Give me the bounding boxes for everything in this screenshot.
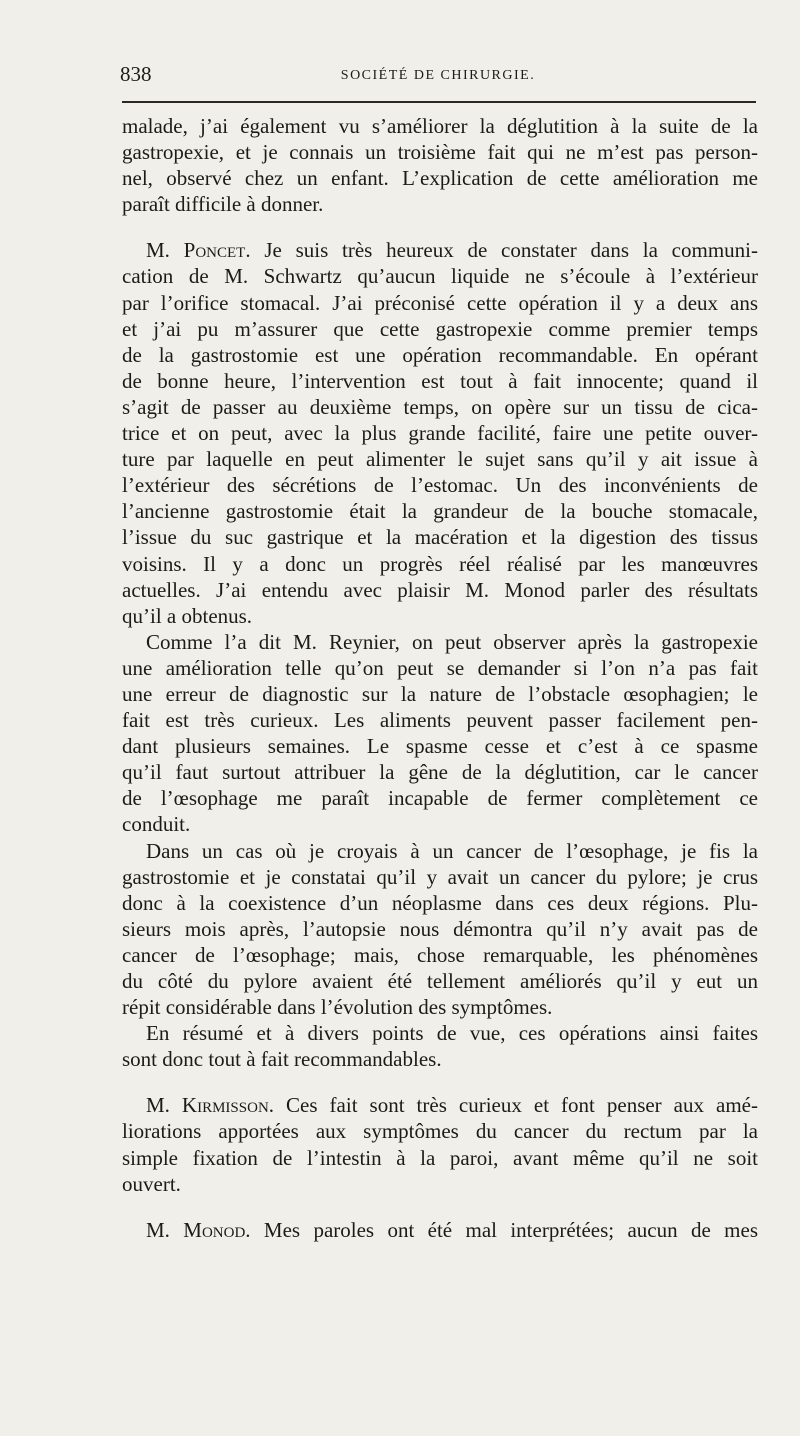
- text-fragment: Mes paroles ont été mal interprétées; aucun de mes: [263, 1217, 758, 1242]
- text-line: du côté du pylore avaient été tellement améliorés qu’il y eut un: [122, 969, 758, 993]
- paragraph-5: [122, 1020, 758, 1072]
- text-line: En résumé et à divers points de vue, ces opérations ainsi faites: [146, 1021, 758, 1046]
- page-header: [120, 62, 756, 92]
- text-line: [122, 237, 758, 263]
- text-line: l’extérieur des sécrétions de l’estomac. Un des inconvénients de: [122, 473, 758, 498]
- page-number: 838: [120, 62, 152, 86]
- text-fragment: Je suis très heureux de constater dans la communi-: [264, 238, 758, 263]
- running-title: SOCIÉTÉ DE CHIRURGIE.: [340, 68, 536, 83]
- text-line: sont donc tout à fait recommandables.: [122, 1047, 442, 1072]
- text-line: répit considérable dans l’évolution des symptômes.: [122, 995, 553, 1020]
- text-fragment: Ces fait sont très curieux et font penser aux amé-: [286, 1093, 758, 1118]
- text-line: qu’il a obtenus.: [122, 603, 253, 628]
- speaker-name: M. Poncet.: [146, 238, 251, 263]
- text-line: qu’il faut surtout attribuer la gêne de la déglutition, car le cancer: [122, 760, 758, 785]
- paragraph-3: [122, 629, 758, 838]
- text-line: actuelles. J’ai entendu avec plaisir M. Monod parler des résultats: [122, 577, 758, 602]
- text-line: [122, 1217, 758, 1243]
- text-line: par l’orifice stomacal. J’ai préconisé cette opération il y a deux ans: [122, 290, 758, 315]
- text-line: ouvert.: [122, 1171, 181, 1196]
- text-line: de la gastrostomie est une opération recommandable. En opérant: [122, 342, 758, 367]
- text-line: de l’œsophage me paraît incapable de fermer complètement ce: [122, 786, 758, 811]
- text-line: une amélioration telle qu’on peut se demander si l’on n’a pas fait: [122, 655, 758, 680]
- text-line: cancer de l’œsophage; mais, chose remarquable, les phénomènes: [122, 942, 758, 967]
- text-line: conduit.: [122, 812, 191, 837]
- header-rule: [122, 101, 756, 103]
- text-line: [122, 1092, 758, 1118]
- text-line: l’issue du suc gastrique et la macération et la digestion des tissus: [122, 525, 758, 550]
- body-text: [122, 113, 758, 1243]
- text-line: sieurs mois après, l’autopsie nous démontra qu’il n’y avait pas de: [122, 916, 758, 941]
- text-line: de bonne heure, l’intervention est tout à fait innocente; quand il: [122, 368, 758, 393]
- text-line: s’agit de passer au deuxième temps, on opère sur un tissu de cica-: [122, 394, 758, 419]
- text-line: liorations apportées aux symptômes du cancer du rectum par la: [122, 1119, 758, 1144]
- paragraph-monod: [122, 1217, 758, 1243]
- text-line: gastropexie, et je connais un troisième fait qui ne m’est pas person-: [122, 140, 758, 165]
- paragraph-kirmisson: [122, 1092, 758, 1196]
- text-line: et j’ai pu m’assurer que cette gastropexie comme premier temps: [122, 316, 758, 341]
- paragraph-poncet: [122, 237, 758, 628]
- text-line: dant plusieurs semaines. Le spasme cesse et c’est à ce spasme: [122, 734, 758, 759]
- text-line: cation de M. Schwartz qu’aucun liquide ne s’écoule à l’extérieur: [122, 264, 758, 289]
- text-line: donc à la coexistence d’un néoplasme dans ces deux régions. Plu-: [122, 890, 758, 915]
- text-line: ture par laquelle en peut alimenter le sujet sans qu’il y ait issue à: [122, 447, 758, 472]
- text-line: simple fixation de l’intestin à la paroi, avant même qu’il ne soit: [122, 1145, 758, 1170]
- text-line: fait est très curieux. Les aliments peuvent passer facilement pen-: [122, 708, 758, 733]
- text-line: nel, observé chez un enfant. L’explication de cette amélioration me: [122, 166, 758, 191]
- paragraph-1: [122, 113, 758, 217]
- paragraph-4: [122, 838, 758, 1021]
- text-line: l’ancienne gastrostomie était la grandeur de la bouche stomacale,: [122, 499, 758, 524]
- text-line: gastrostomie et je constatai qu’il y avait un cancer du pylore; je crus: [122, 864, 758, 889]
- speaker-name: M. Kirmisson.: [146, 1093, 275, 1118]
- text-line: une erreur de diagnostic sur la nature de l’obstacle œsophagien; le: [122, 681, 758, 706]
- text-line: malade, j’ai également vu s’améliorer la déglutition à la suite de la: [122, 114, 758, 138]
- speaker-name: M. Monod.: [146, 1217, 251, 1242]
- text-line: voisins. Il y a donc un progrès réel réalisé par les manœuvres: [122, 551, 758, 576]
- text-line: Dans un cas où je croyais à un cancer de l’œsophage, je fis la: [146, 838, 758, 863]
- text-line: paraît difficile à donner.: [122, 192, 324, 217]
- text-line: trice et on peut, avec la plus grande facilité, faire une petite ouver-: [122, 421, 758, 446]
- text-line: Comme l’a dit M. Reynier, on peut observer après la gastropexie: [146, 629, 758, 654]
